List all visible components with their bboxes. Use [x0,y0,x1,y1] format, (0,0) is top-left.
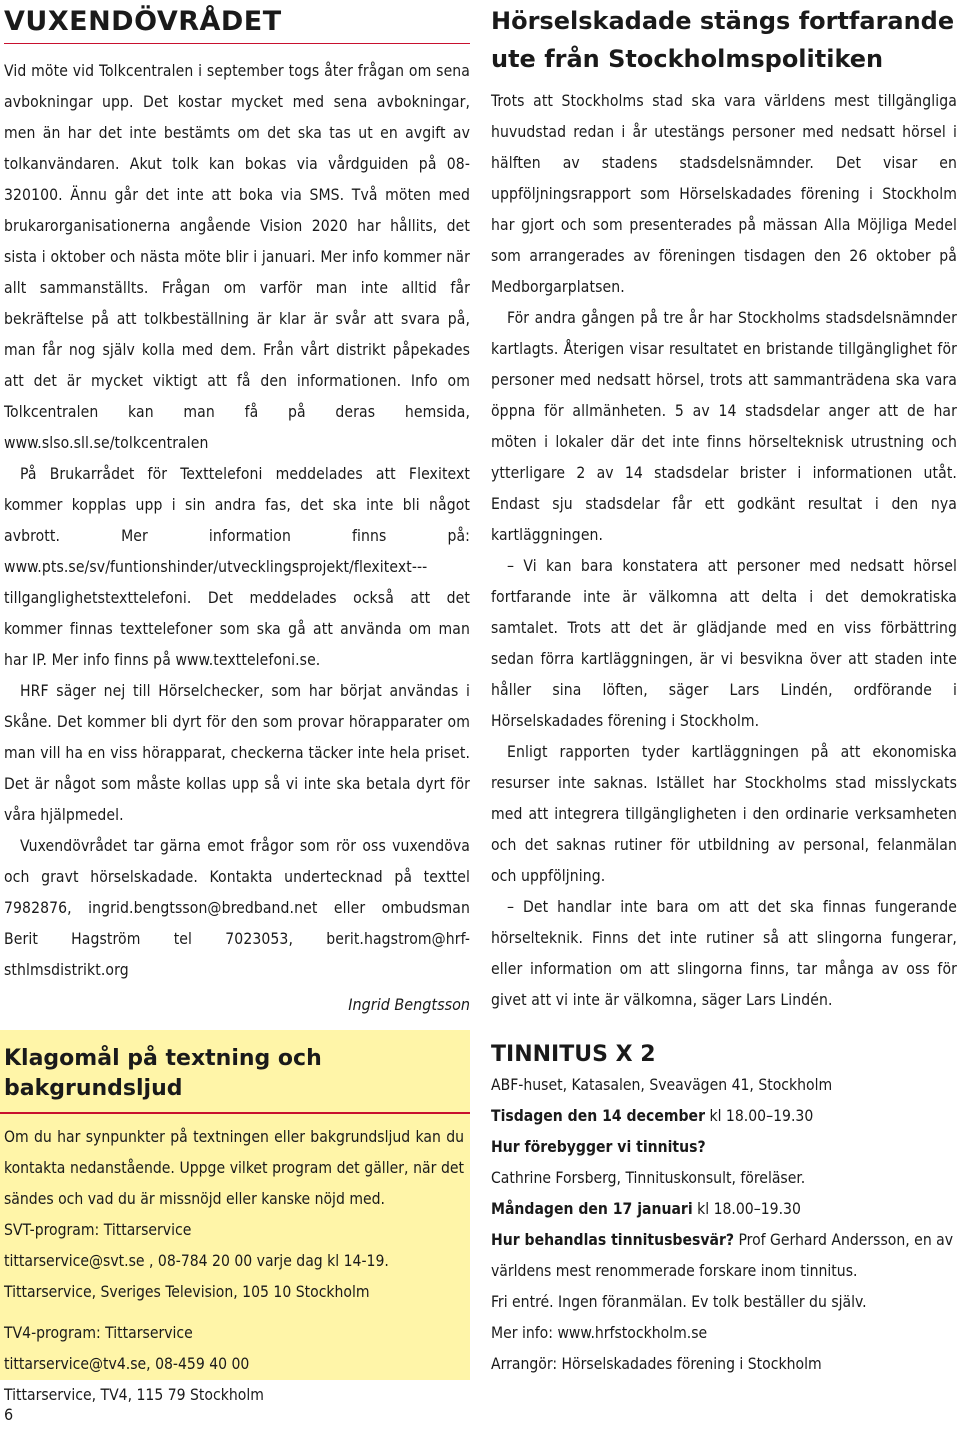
event-organizer: Arrangör: Hörselskadades förening i Stockholm [491,1355,822,1373]
complaints-box [0,1030,470,1404]
event-venue: ABF-huset, Katasalen, Sveavägen 41, Stockholm [491,1076,833,1094]
tv4-line: TV4-program: Tittarservice [4,1324,193,1342]
event-block [491,1040,957,1380]
event-more-info: Mer info: www.hrfstockholm.se [491,1324,708,1342]
box-intro: Om du har synpunkter på textningen eller bakgrundsljud kan du kontakta nedanstående. Uppge vilket program det gäller, när det sändes och vad du är missnöjd eller kanske nöjd med. [4,1128,464,1208]
paragraph: På Brukarrådet för Texttelefoni meddelades att Flexitext kommer kopplas upp i sin andra fas, det ska inte bli något avbrott. Mer information finns på: www.pts.se/sv/funtionshinder/utvecklingsprojekt/flexitext---tillganglighetstexttelefoni. Det meddelades också att det kommer finnas texttelefoner som ska gå att använda om man har IP. Mer info finns på www.texttelefoni.se. [4,465,470,669]
box-rule [0,1112,470,1114]
box-title: Klagomål på textning och bakgrundsljud [4,1046,322,1101]
tv4-line: tittarservice@tv4.se, 08-459 40 00 [4,1355,250,1373]
paragraph: – Det handlar inte bara om att det ska finnas fungerande hörselteknik. Finns det inte rutiner så att slingorna fungerar, eller information om att slingorna finns, tar många av oss för givet att vi inte är välkomna, säger Lars Lindén. [491,898,957,1009]
author-signature: Ingrid Bengtsson [348,995,470,1014]
paragraph: För andra gången på tre år har Stockholms stadsdelsnämnder kartlagts. Återigen visar resultatet en bristande tillgänglighet för personer med nedsatt hörsel, trots att sammanträdena ska vara öppna för allmänheten. 5 av 14 stadsdelar anger att de har möten i lokaler där det inte finns hörselteknisk utrustning och ytterligare 2 av 14 stadsdelar brister i informationen utåt. Endast sju stadsdelar får ett godkänt resultat i den nya kartläggningen. [491,309,957,544]
event-date-2: Måndagen den 17 januari kl 18.00–19.30 [491,1200,801,1218]
svt-line: tittarservice@svt.se , 08-784 20 00 varje dag kl 14-19. [4,1252,389,1270]
paragraph: Vuxendövrådet tar gärna emot frågor som rör oss vuxendöva och gravt hörselskadade. Kontakta undertecknad på texttel 7982876, ingrid.bengtsson@bredband.net eller ombudsman Berit Hagström tel 7023053, berit.hagstrom@hrf-sthlmsdistrikt.org [4,837,470,979]
title-rule [4,43,470,44]
paragraph: – Vi kan bara konstatera att personer med nedsatt hörsel fortfarande inte är välkomna att delta i det demokratiska samtalet. Trots att det är glädjande med en viss förbättring sedan förra kartläggningen, är vi besvikna över att staden inte håller sina löften, säger Lars Lindén, ordförande i Hörselskadades förening i Stockholm. [491,557,957,730]
tv4-line: Tittarservice, TV4, 115 79 Stockholm [4,1386,264,1404]
event-question-1: Hur förebygger vi tinnitus? [491,1138,706,1156]
svt-line: Tittarservice, Sveriges Television, 105 10 Stockholm [4,1283,370,1301]
paragraph: Enligt rapporten tyder kartläggningen på att ekonomiska resurser inte saknas. Istället har Stockholms stad misslyckats med att integrera tillgängligheten i den ordinarie verksamheten och det saknas rutiner för utbildning av personal, felanmälan och uppföljning. [491,743,957,885]
event-speaker-1: Cathrine Forsberg, Tinnituskonsult, föreläser. [491,1169,806,1187]
section-title: VUXENDÖVRÅDET [4,6,282,37]
event-date-1: Tisdagen den 14 december kl 18.00–19.30 [491,1107,814,1125]
paragraph: HRF säger nej till Hörselchecker, som har börjat användas i Skåne. Det kommer bli dyrt för den som provar hörapparater om man vill ha en viss hörapparat, checkerna täcker inte hela priset. Det är något som måste kollas upp så vi inte ska betala dyrt för våra hjälpmedel. [4,682,470,824]
paragraph: Trots att Stockholms stad ska vara världens mest tillgängliga huvudstad redan i år utestängs personer med nedsatt hörsel i hälften av stadens stadsdelsnämnder. Det visar en uppföljningsrapport som Hörselskadades förening i Stockholm har gjort och som presenterades på mässan Alla Möjliga Medel som arrangerades av föreningen tisdagen den 26 oktober på Medborgarplatsen. [491,92,957,296]
event-title: TINNITUS X 2 [491,1042,656,1067]
page-number: 6 [4,1405,14,1424]
event-question-2: Hur behandlas tinnitusbesvär? Prof Gerhard Andersson, en av världens mest renommerade forskare inom tinnitus. [491,1231,954,1280]
right-column [491,0,957,1373]
paragraph: Vid möte vid Tolkcentralen i september togs åter frågan om sena avbokningar upp. Det kostar mycket med sena avbokningar, men än har det inte bestämts om det ska tas ut en avgift av tolkanvändaren. Akut tolk kan bokas via vårdguiden på 08-320100. Ännu går det inte att boka via SMS. Två möten med brukarorganisationerna angående Vision 2020 har hållits, det sista i oktober och nästa möte blir i januari. Mer info kommer när allt sammanställts. Frågan om varför man inte alltid får bekräftelse på att tolkbeställning är klar är svår att svara på, man får nog själv kolla med dem. Från vårt distrikt påpekades att det är mycket viktigt att få den informationen. Info om Tolkcentralen kan man få på deras hemsida, www.slso.sll.se/tolkcentralen [4,62,470,452]
svt-line: SVT-program: Tittarservice [4,1221,192,1239]
left-column [4,0,470,1020]
event-free-entry: Fri entré. Ingen föranmälan. Ev tolk beställer du själv. [491,1293,867,1311]
article-title: Hörselskadade stängs fortfarande ute från Stockholmspolitiken [491,7,955,73]
